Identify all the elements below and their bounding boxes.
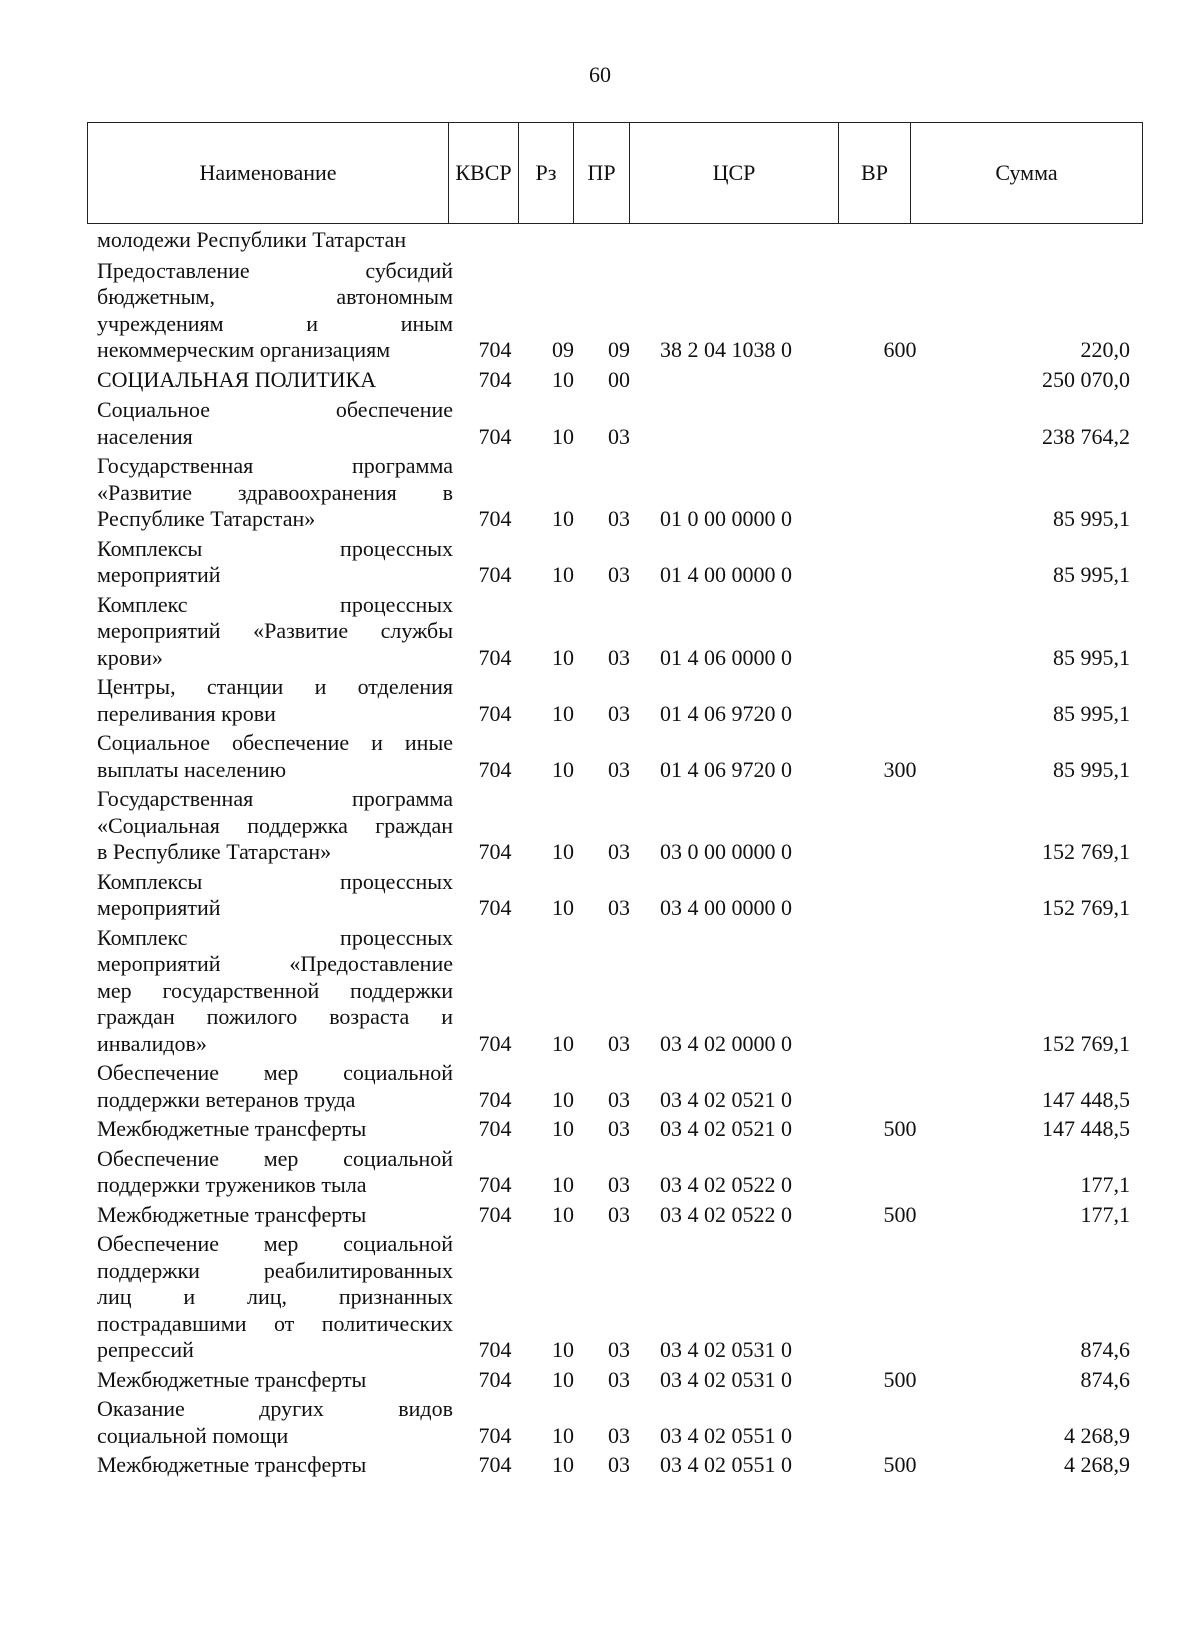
cell-sum: 220,0 — [1080, 337, 1130, 362]
row-name — [97, 227, 453, 254]
cell-rz: 09 — [552, 337, 574, 362]
row-name-line: инвалидов» — [97, 1030, 207, 1056]
cell-pr: 03 — [608, 562, 630, 587]
cell-pr: 03 — [608, 895, 630, 920]
header-csr: ЦСР — [630, 123, 839, 224]
row-name-line: мер государственной поддержки — [97, 977, 453, 1003]
row-name-line: молодежи Республики Татарстан — [97, 227, 407, 252]
cell-kvsr: 704 — [478, 1366, 512, 1392]
table-row — [0, 1116, 1200, 1143]
cell-csr: 38 2 04 1038 0 — [660, 337, 792, 362]
cell-pr: 03 — [608, 1201, 630, 1227]
header-rz: Рз — [519, 123, 574, 224]
cell-csr: 03 4 02 0521 0 — [660, 1086, 792, 1112]
cell-rz: 10 — [552, 1452, 574, 1477]
row-name-line: крови» — [97, 644, 163, 670]
row-name-line: учреждениям и иным — [97, 310, 453, 336]
cell-sum: 238 764,2 — [1042, 423, 1130, 449]
row-name-line: «Социальная поддержка граждан — [97, 812, 453, 838]
table-row — [0, 1231, 1200, 1364]
table-row — [0, 869, 1200, 922]
header-sum: Сумма — [911, 123, 1143, 224]
cell-sum: 250 070,0 — [1042, 366, 1130, 392]
cell-kvsr: 704 — [478, 1337, 512, 1362]
cell-rz: 10 — [552, 562, 574, 587]
cell-rz: 10 — [552, 423, 574, 449]
header-kvsr: КВСР — [449, 123, 519, 224]
row-name-line: Межбюджетные трансферты — [97, 1116, 367, 1141]
cell-csr: 03 4 02 0522 0 — [660, 1201, 792, 1227]
cell-rz: 10 — [552, 644, 574, 670]
row-name-line: Социальное обеспечение и иные — [97, 730, 453, 755]
row-name-line: Государственная программа — [97, 453, 453, 478]
table-row — [0, 786, 1200, 866]
cell-csr: 03 0 00 0000 0 — [660, 839, 792, 864]
row-name-line: некоммерческим организациям — [97, 337, 391, 362]
row-name-line: Межбюджетные трансферты — [97, 1452, 367, 1477]
cell-pr: 00 — [608, 366, 630, 392]
cell-sum: 4 268,9 — [1064, 1422, 1130, 1448]
row-name — [97, 1367, 453, 1394]
row-name — [97, 674, 453, 727]
row-name — [97, 730, 453, 783]
cell-rz: 10 — [552, 366, 574, 392]
row-name-line: СОЦИАЛЬНАЯ ПОЛИТИКА — [97, 366, 377, 392]
cell-kvsr: 704 — [478, 644, 512, 670]
table-row — [0, 1202, 1200, 1229]
cell-pr: 03 — [608, 756, 630, 782]
cell-kvsr: 704 — [478, 337, 512, 362]
row-name-line: поддержки реабилитированных — [97, 1257, 453, 1283]
cell-vr: 600 — [883, 337, 917, 362]
row-name-line: Межбюджетные трансферты — [97, 1366, 367, 1392]
cell-csr: 01 4 06 9720 0 — [660, 756, 792, 782]
cell-rz: 10 — [552, 1116, 574, 1141]
table-row — [0, 258, 1200, 364]
header-pr: ПР — [574, 123, 630, 224]
cell-csr: 01 4 06 0000 0 — [660, 644, 792, 670]
cell-pr: 03 — [608, 1030, 630, 1056]
cell-rz: 10 — [552, 1086, 574, 1112]
table-row — [0, 397, 1200, 450]
row-name — [97, 536, 453, 589]
cell-pr: 03 — [608, 1422, 630, 1448]
cell-sum: 85 995,1 — [1053, 756, 1130, 782]
table-row — [0, 367, 1200, 394]
header-name: Наименование — [88, 123, 449, 224]
row-name — [97, 1060, 453, 1113]
row-name-line: поддержки ветеранов труда — [97, 1086, 356, 1112]
cell-sum: 152 769,1 — [1042, 1030, 1130, 1056]
cell-kvsr: 704 — [478, 1422, 512, 1448]
cell-sum: 177,1 — [1080, 1172, 1130, 1197]
table-row — [0, 674, 1200, 727]
row-name-line: мероприятий — [97, 895, 221, 920]
cell-rz: 10 — [552, 756, 574, 782]
cell-sum: 4 268,9 — [1064, 1452, 1130, 1477]
cell-csr: 01 0 00 0000 0 — [660, 506, 792, 531]
cell-csr: 03 4 00 0000 0 — [660, 895, 792, 920]
table-row — [0, 453, 1200, 533]
cell-rz: 10 — [552, 1422, 574, 1448]
table-row — [0, 227, 1200, 254]
row-name-line: выплаты населению — [97, 756, 287, 782]
cell-pr: 03 — [608, 1172, 630, 1197]
cell-rz: 10 — [552, 1201, 574, 1227]
cell-pr: 09 — [608, 337, 630, 362]
table-row — [0, 925, 1200, 1058]
row-name — [97, 925, 453, 1058]
cell-kvsr: 704 — [478, 506, 512, 531]
cell-pr: 03 — [608, 1086, 630, 1112]
cell-pr: 03 — [608, 506, 630, 531]
cell-rz: 10 — [552, 506, 574, 531]
row-name-line: Обеспечение мер социальной — [97, 1060, 453, 1085]
cell-kvsr: 704 — [478, 1452, 512, 1477]
table-row — [0, 1146, 1200, 1199]
cell-sum: 85 995,1 — [1053, 700, 1130, 726]
header-vr: ВР — [839, 123, 911, 224]
row-name-line: лиц и лиц, признанных — [97, 1284, 453, 1309]
cell-rz: 10 — [552, 1366, 574, 1392]
table-row — [0, 1396, 1200, 1449]
row-name — [97, 258, 453, 364]
table-row — [0, 1060, 1200, 1113]
cell-csr: 03 4 02 0521 0 — [660, 1116, 792, 1141]
cell-sum: 874,6 — [1080, 1337, 1130, 1362]
row-name-line: населения — [97, 423, 193, 449]
row-name-line: репрессий — [97, 1337, 194, 1362]
table-row — [0, 592, 1200, 672]
row-name — [97, 869, 453, 922]
cell-sum: 874,6 — [1080, 1366, 1130, 1392]
row-name-line: переливания крови — [97, 700, 276, 726]
cell-kvsr: 704 — [478, 562, 512, 587]
row-name-line: мероприятий — [97, 562, 221, 587]
cell-rz: 10 — [552, 700, 574, 726]
table-header — [87, 122, 1143, 224]
table-row — [0, 536, 1200, 589]
cell-pr: 03 — [608, 1337, 630, 1362]
cell-rz: 10 — [552, 1172, 574, 1197]
table-body — [0, 224, 1200, 1479]
row-name-line: поддержки тружеников тыла — [97, 1172, 367, 1197]
cell-pr: 03 — [608, 1452, 630, 1477]
row-name-line: Социальное обеспечение — [97, 397, 453, 422]
cell-kvsr: 704 — [478, 700, 512, 726]
cell-sum: 147 448,5 — [1042, 1086, 1130, 1112]
cell-kvsr: 704 — [478, 1086, 512, 1112]
row-name-line: мероприятий «Развитие службы — [97, 618, 453, 643]
cell-rz: 10 — [552, 895, 574, 920]
row-name-line: Комплексы процессных — [97, 868, 453, 894]
cell-vr: 500 — [883, 1116, 917, 1141]
cell-csr: 03 4 02 0522 0 — [660, 1172, 792, 1197]
cell-pr: 03 — [608, 644, 630, 670]
cell-kvsr: 704 — [478, 1201, 512, 1227]
cell-sum: 85 995,1 — [1053, 506, 1130, 531]
row-name-line: Межбюджетные трансферты — [97, 1201, 367, 1227]
table-row — [0, 1452, 1200, 1479]
row-name-line: в Республике Татарстан» — [97, 839, 332, 864]
row-name — [97, 1202, 453, 1229]
cell-sum: 152 769,1 — [1042, 839, 1130, 864]
row-name-line: граждан пожилого возраста и — [97, 1004, 453, 1029]
cell-kvsr: 704 — [478, 366, 512, 392]
row-name — [97, 1396, 453, 1449]
cell-pr: 03 — [608, 839, 630, 864]
row-name-line: Комплексы процессных — [97, 535, 453, 561]
cell-kvsr: 704 — [478, 1172, 512, 1197]
row-name-line: социальной помощи — [97, 1422, 289, 1448]
row-name — [97, 1116, 453, 1143]
row-name-line: Центры, станции и отделения — [97, 674, 453, 699]
row-name-line: Предоставление субсидий — [97, 257, 453, 283]
row-name-line: Комплекс процессных — [97, 591, 453, 617]
cell-sum: 177,1 — [1080, 1201, 1130, 1227]
row-name-line: Обеспечение мер социальной — [97, 1231, 453, 1256]
cell-kvsr: 704 — [478, 895, 512, 920]
cell-csr: 03 4 02 0551 0 — [660, 1452, 792, 1477]
cell-vr: 500 — [883, 1366, 917, 1392]
cell-csr: 01 4 00 0000 0 — [660, 562, 792, 587]
cell-kvsr: 704 — [478, 1030, 512, 1056]
cell-kvsr: 704 — [478, 423, 512, 449]
row-name — [97, 367, 453, 394]
cell-csr: 01 4 06 9720 0 — [660, 700, 792, 726]
cell-csr: 03 4 02 0531 0 — [660, 1366, 792, 1392]
row-name — [97, 1146, 453, 1199]
row-name — [97, 592, 453, 672]
cell-rz: 10 — [552, 839, 574, 864]
cell-csr: 03 4 02 0000 0 — [660, 1030, 792, 1056]
cell-sum: 152 769,1 — [1042, 895, 1130, 920]
cell-pr: 03 — [608, 700, 630, 726]
row-name — [97, 397, 453, 450]
row-name — [97, 1231, 453, 1364]
row-name-line: Обеспечение мер социальной — [97, 1145, 453, 1171]
cell-rz: 10 — [552, 1030, 574, 1056]
row-name-line: Государственная программа — [97, 786, 453, 811]
table-row — [0, 1367, 1200, 1394]
cell-pr: 03 — [608, 1116, 630, 1141]
cell-vr: 500 — [883, 1452, 917, 1477]
row-name — [97, 1452, 453, 1479]
cell-rz: 10 — [552, 1337, 574, 1362]
cell-sum: 85 995,1 — [1053, 562, 1130, 587]
cell-pr: 03 — [608, 423, 630, 449]
row-name — [97, 786, 453, 866]
row-name-line: Республике Татарстан» — [97, 506, 316, 531]
table-row — [0, 730, 1200, 783]
row-name-line: мероприятий «Предоставление — [97, 951, 453, 976]
cell-kvsr: 704 — [478, 756, 512, 782]
cell-vr: 300 — [883, 756, 917, 782]
row-name-line: пострадавшими от политических — [97, 1310, 453, 1336]
row-name-line: Оказание других видов — [97, 1396, 453, 1421]
cell-vr: 500 — [883, 1201, 917, 1227]
cell-csr: 03 4 02 0551 0 — [660, 1422, 792, 1448]
page-number: 60 — [589, 62, 611, 87]
cell-kvsr: 704 — [478, 839, 512, 864]
row-name-line: Комплекс процессных — [97, 924, 453, 950]
cell-pr: 03 — [608, 1366, 630, 1392]
row-name-line: бюджетным, автономным — [97, 284, 453, 309]
row-name-line: «Развитие здравоохранения в — [97, 479, 453, 505]
cell-sum: 85 995,1 — [1053, 644, 1130, 670]
row-name — [97, 453, 453, 533]
cell-sum: 147 448,5 — [1042, 1116, 1130, 1141]
cell-csr: 03 4 02 0531 0 — [660, 1337, 792, 1362]
cell-kvsr: 704 — [478, 1116, 512, 1141]
